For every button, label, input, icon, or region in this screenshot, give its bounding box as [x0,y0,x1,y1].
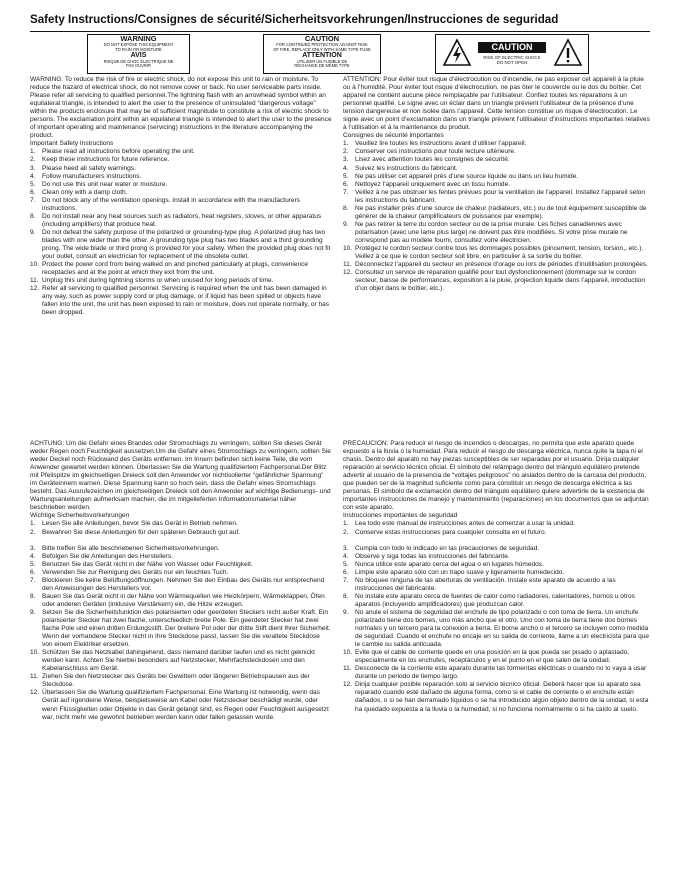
instruction-text: No instale este aparato cerca de fuentes de calor como radiadores, calentadores, hornos u otros aparatos (incluyendo amplificadores) que produzcan calor. [355,592,635,608]
instruction-item [30,609,332,649]
spanish-heading: Instrucciones importantes de seguridad [343,512,458,520]
instruction-number: 6. [30,188,36,196]
instruction-item [343,156,650,164]
instruction-number: 12. [30,689,40,697]
instruction-number: 4. [30,172,36,180]
instruction-item [30,229,332,261]
instruction-item [30,520,332,528]
instruction-text: Verwenden Sie zur Reinigung des Geräts nur ein feuchtes Tuch. [42,568,229,576]
instruction-number: 2. [30,156,36,164]
instruction-number: 3. [30,544,36,552]
instruction-item [30,577,332,593]
instruction-text: Nettoyez l’appareil uniquement avec un tissu humide. [355,180,511,188]
instruction-item [343,520,650,528]
instruction-text: Do not install near any heat sources such as radiators, heat registers, stoves, or other apparatus (including amplifiers) that produce heat. [42,212,322,228]
instruction-item [343,173,650,181]
instruction-text: Please read all instructions before operating the unit. [42,148,195,156]
instruction-item [30,561,332,569]
instruction-number: 6. [343,568,349,576]
list-spacer [30,537,332,545]
instruction-number: 6. [30,568,36,576]
instruction-number: 4. [343,164,349,172]
instruction-number: 2. [343,148,349,156]
instruction-text: Do not use this unit near water or moisture. [42,180,168,188]
instruction-text: Refer all servicing to qualified personnel. Servicing is required when the unit has been damaged in any way, such as power supply cord or plug damage, or if liquid has been spilled or objects have fallen into the unit, the unit has been exposed to rain or moisture, does not operate normally, or has been dropped. [42,285,330,317]
german-warning-text: ACHTUNG: Um die Gefahr eines Brandes oder Stromschlags zu verringern, sollten Sie dieses Gerät weder Regen noch Feuchtigkeit aussetzen.Um die Gefahr eines Stromschlags zu verringern, sollten Sie weder Deckel noch Rückwand des Geräts entfernen. Im Innern befinden sich keine Teile, die vom Anwender gewartet werden können. Überlassen Sie die Wartung qualifiziertem Fachpersonal.Der Blitz mit Pfeilspitze im gleichseitigen Dreieck soll den Anwender vor nichtisolierter “gefährlicher Spannung” im Geräteinnern warnen. Diese Spannung kann so hoch sein, dass die Gefahr eines Stromschlags besteht. Das Ausrufezeichen im gleichseitigen Dreieck soll den Anwender auf wichtige Bedienungs- und Wartungsanleitungen aufmerksam machen, die im mitgelieferten Informationsmaterial näher beschrieben werden. [30,440,331,512]
exclamation-triangle-icon [553,38,583,68]
instruction-text: Suivez les instructions du fabricant. [355,164,458,172]
instruction-item [30,189,332,197]
caution-fuse-subline: UTILISER UN FUSIBLE DE [296,58,348,64]
spanish-section [343,440,650,714]
instruction-number: 8. [30,592,36,600]
instruction-number: 9. [343,220,349,228]
instruction-item [30,213,332,229]
instruction-number: 9. [30,608,36,616]
instruction-text: Please heed all safety warnings. [42,164,136,172]
instruction-item [30,529,332,537]
instruction-number: 11. [343,261,352,269]
instruction-item [30,673,332,689]
instruction-item [343,665,650,681]
instruction-number: 10. [343,244,353,252]
instruction-item [343,269,650,293]
instruction-number: 5. [30,560,36,568]
warning-label-line: DO NOT EXPOSE THIS EQUIPMENT [103,42,174,47]
instruction-item [343,205,650,221]
instruction-item [343,529,650,537]
spanish-warning-text: PRECAUCION: Para reducir el riesgo de incendios o descargas, no permita que este aparato quede expuesto a la lluvia o la humedad. Para reducir el riesgo de descarga eléctrica, nunca quite la tapa ni el chasis. Dentro del aparato no hay piezas susceptibles de ser reparadas por el usuario. Dirija cualquier reparación al servicio técnico oficial. El símbolo del relámpago dentro del triángulo equilátero pretende advertir al usuario de la presencia de “voltajes peligrosos” no aislados dentro de la carcasa del producto, que pueden ser de la magnitud suficiente como para constituir un riesgo de descarga eléctrica a las personas. El símbolo de exclamación dentro del triángulo equilátero quiere advertirle de la existencia de importantes instrucciones de manejo y mantenimiento (reparaciones) en los documentos que se adjuntan con este aparato. [343,440,649,512]
instruction-item [343,261,650,269]
instruction-text: Bitte treffen Sie alle beschriebenen Sicherheitsvorkehrungen. [42,544,220,552]
instruction-item [343,181,650,189]
instruction-item [30,148,332,156]
instruction-text: Lea todo este manual de instrucciones antes de comenzar a usar la unidad. [355,520,575,528]
instruction-text: Ziehen Sie den Netzstecker des Geräts bei Gewittern oder längeren Betriebspausen aus der Steckdose. [42,673,310,689]
instruction-text: Conserve estas instrucciones para cualquier consulta en el futuro. [355,528,547,536]
instruction-item [343,545,650,553]
instruction-number: 2. [343,528,349,536]
instruction-text: Überlassen Sie die Wartung qualifiziertem Fachpersonal. Eine Wartung ist notwendig, wenn das Gerät auf irgendeine Weise, beispielsweise am Kabel oder Netzstecker beschädigt wurde, oder wenn Flüssigkeiten oder Objekte in das Gerät gelangt sind, es Regen oder Feuchtigkeit ausgesetzt war, nicht mehr wie gewohnt betrieben werden kann oder fallen gelassen wurde. [42,689,329,721]
instruction-item [343,569,650,577]
instruction-number: 1. [30,148,36,156]
instruction-number: 7. [30,576,36,584]
instruction-number: 12. [343,681,353,689]
instruction-number: 11. [343,665,352,673]
instruction-text: Ne pas utiliser cet appareil près d’une source liquide ou dans un lieu humide. [355,172,579,180]
caution-fuse-subhead: ATTENTION [302,52,342,60]
instruction-item [30,277,332,285]
instruction-number: 5. [343,560,349,568]
instruction-item [343,649,650,665]
warning-label-subline: RISQUE DE CHOC ÉLECTRIQUE NE [103,58,174,64]
instruction-text: Clean only with a damp cloth. [42,188,128,196]
shock-caution-line: DO NOT OPEN [496,60,528,65]
instruction-item [343,221,650,245]
instruction-number: 4. [30,552,36,560]
instruction-text: Benutzen Sie das Gerät nicht in der Nähe von Wasser oder Feuchtigkeit. [42,560,253,568]
french-instruction-list [343,140,650,293]
instruction-item [343,681,650,713]
instruction-number: 8. [343,204,349,212]
warning-label-head: WARNING [120,34,157,43]
instruction-text: Conserver ces instructions pour toute lecture ultérieure. [355,148,516,156]
instruction-number: 8. [343,592,349,600]
page-title: Safety Instructions/Consignes de sécurité/Sicherheitsvorkehrungen/Instrucciones de seguridad [30,13,559,26]
instruction-text: Veillez à ne pas obstruer les fentes prévues pour la ventilation de l’appareil. Installez l’appareil selon les instructions du fabricant. [355,188,646,204]
lightning-triangle-icon [442,38,472,68]
instruction-text: Befolgen Sie die Anleitungen des Herstellers. [42,552,174,560]
instruction-text: Bewahren Sie diese Anleitungen für den späteren Gebrauch gut auf. [42,528,240,536]
french-heading: Consignes de sécurité importantes [343,132,444,140]
warning-label-line: TO RAIN OR MOISTURE [115,46,162,52]
instruction-number: 2. [30,528,36,536]
instruction-text: Observe y siga todas las instrucciones del fabricante. [355,552,510,560]
instruction-item [30,545,332,553]
instruction-number: 12. [343,269,353,277]
instruction-number: 3. [30,164,36,172]
instruction-item [30,173,332,181]
shock-caution-bar: CAUTION [478,42,546,53]
instruction-number: 10. [343,649,353,657]
instruction-text: Ne pas retirer la terre du cordon secteur ou de la prise murale. Les fiches canadiennes avec polarisation (avec une lame plus large) ne doivent pas être modifiées. Si votre prise murale ne correspond pas au modèle fourni, consultez votre électricien. [355,220,628,244]
warning-label-subline: PAS OUVRIR [126,63,151,69]
warning-label [87,34,190,74]
shock-caution-label [435,34,589,74]
english-section [30,76,332,317]
instruction-text: Evite que el cable de corriente quede en una posición en la que pueda ser pisado o aplastado, especialmente en los enchufes, receptáculos y en el punto en el que salen de la unidad. [355,649,630,665]
instruction-item [343,148,650,156]
instruction-number: 7. [343,576,349,584]
instruction-text: Dirija cualquier posible reparación solo al servicio técnico oficial. Deberá hacer que su aparato sea reparado cuando esté dañado de alguna forma, como si el cable de corriente o el enchufe están dañados, o si se han derramado líquidos o se ha introducido algún objeto dentro de la unidad, si esta ha quedado expuesta a la lluvia o la humedad, si no funciona normalmente o si ha caído al suelo. [355,681,649,713]
instruction-number: 5. [30,180,36,188]
instruction-text: Protégez le cordon secteur contre tous les dommages possibles (pincement, tension, torsion,, etc.). Veillez à ce que le cordon secteur soit libre, en particulier à sa sortie du boîtier. [355,244,644,261]
german-heading: Wichtige Sicherheitsvorkehrungen [30,512,130,520]
instruction-text: Unplug this unit during lightning storms or when unused for long periods of time. [42,277,274,285]
instruction-number: 1. [30,520,36,528]
instruction-text: Lesen Sie alle Anleitungen, bevor Sie das Gerät in Betrieb nehmen. [42,520,238,528]
instruction-text: Nunca utilice este aparato cerca del agua o en lugares húmedos. [355,560,544,568]
warning-label-subhead: AVIS [130,52,147,60]
caution-fuse-label [263,34,381,74]
instruction-text: Ne pas installer près d’une source de chaleur (radiateurs, etc.) ou de tout équipement susceptible de générer de la chaleur (amplificateurs de puissance par exemple). [355,204,647,220]
instruction-text: Keep these instructions for future reference. [42,156,170,164]
instruction-number: 10. [30,261,40,269]
instruction-number: 7. [30,196,36,204]
instruction-item [343,609,650,649]
instruction-item [343,140,650,148]
instruction-number: 5. [343,172,349,180]
instruction-text: Do not defeat the safety purpose of the polarized or grounding-type plug. A polarized plug has two blades with one wider than the other. A grounding type plug has two blades and a third grounding prong. The wide blade or third prong is provided for your safety. When the provided plug does not fit your outlet, consult an electrician for replacement of the obsolete outlet. [42,228,331,261]
instruction-number: 11. [30,277,39,285]
instruction-number: 1. [343,520,349,528]
instruction-item [343,561,650,569]
instruction-item [30,165,332,173]
instruction-item [30,285,332,317]
instruction-text: Schützen Sie das Netzkabel dahingehend, dass niemand darüber laufen und es nicht geknickt werden kann. Achten Sie hierbei besonders auf Netzstecker, Mehrfachsteckdosen und den Kabelanschluss am Gerät. [42,649,315,673]
instruction-number: 3. [343,156,349,164]
instruction-item [30,649,332,673]
instruction-item [30,261,332,277]
instruction-item [343,553,650,561]
instruction-item [30,181,332,189]
instruction-text: Lisez avec attention toutes les consignes de sécurité. [355,156,510,164]
instruction-number: 1. [343,140,349,148]
instruction-text: No anule el sistema de seguridad del enchufe de tipo polarizado o con toma de tierra. Un enchufe polarizado tiene dos bornes, uno más ancho que el otro. Uno con toma de tierra tiene dos bornes normales y un tercero para la conexión a tierra. El borne ancho o el tercero se incluyen como medida de seguridad. Cuando el enchufe no encaje en su salida de corriente, llame a un electricista para que le cambie su salida anticuada. [355,608,650,649]
instruction-text: Do not block any of the ventilation openings. Install in accordance with the manufacturers instructions. [42,196,301,212]
instruction-text: Bauen Sie das Gerät nicht in der Nähe von Wärmequellen wie Heizkörpern, Wärmeklappen, Öfen oder anderen Geräten (inklusive Verstärkern) ein, die Hitze erzeugen. [42,592,325,608]
caution-fuse-subline: RECHANGE DE MÊME TYPE [294,63,350,69]
instruction-number: 8. [30,212,36,220]
instruction-item [343,189,650,205]
instruction-text: Limpie este aparato sólo con un trapo suave y ligeramente humedecido. [355,568,565,576]
instruction-number: 3. [343,544,349,552]
english-warning-text: WARNING: To reduce the risk of fire or electric shock, do not expose this unit to rain or moisture. To reduce the hazard of electrical shock, do not remove cover or back. No user serviceable parts inside. Please refer all servicing to qualified personnel.The lightning flash with an arrowhead symbol within an equilateral triangle, is intended to alert the user to the presence of uninsulated “dangerous voltage” within the products enclosure that may be of sufficient magnitude to constitute a risk of electric shock to persons. The exclamation point within an equilateral triangle is intended to alert the user to the presence of important operating and maintenance (servicing) instructions in the literature accompanying the product. [30,76,332,140]
instruction-number: 4. [343,552,349,560]
spanish-instruction-list [343,520,650,713]
french-warning-text: ATTENTION: Pour éviter tout risque d’électrocution ou d’incendie, ne pas exposer cet appareil à la pluie ou à l’humidité. Pour éviter tout risque d’électrocution, ne pas ôter le couvercle ou le dos du boîtier. Cet appareil ne contient aucune pièce remplaçable par l’utilisateur. Confiez toutes les réparations à un personnel qualifié. Le signe avec un éclair dans un triangle prévient l’utilisateur de la présence d’une tension dangereuse et non isolée dans l’appareil. Cette tension constitue un risque d’électrocution. Le signe avec un point d’exclamation dans un triangle prévient l’utilisateur d’instructions importantes relatives à l’utilisation et à la maintenance du produit. [343,76,650,132]
instruction-item [30,156,332,164]
english-heading: Important Safety Instructions [30,140,114,148]
caution-fuse-line: FOR CONTINUED PROTECTION AGAINST RISK [276,42,368,47]
instruction-text: Follow manufacturers instructions. [42,172,142,180]
instruction-item [30,593,332,609]
instruction-text: Consultez un service de réparation qualifié pour tout dysfonctionnement (dommage sur le cordon secteur, baisse de performances, exposition à la pluie, projection liquide dans l’appareil, introduction d’un objet dans le boîtier, etc.). [355,269,646,293]
instruction-number: 12. [30,285,40,293]
instruction-text: Protect the power cord from being walked on and pinched particularly at plugs, convenience receptacles and at the point at which they exit from the unit. [42,261,309,277]
caution-fuse-line: OF FIRE, REPLACE ONLY WITH SAME TYPE FUSE [273,46,371,52]
instruction-item [30,689,332,721]
instruction-item [343,245,650,261]
title-divider [30,31,650,32]
instruction-number: 7. [343,188,349,196]
instruction-item [30,553,332,561]
instruction-text: Déconnectez l’appareil du secteur en présence d’orage ou lors de périodes d’inutilisation prolongées. [355,261,648,269]
english-instruction-list [30,148,332,317]
shock-caution-line: RISK OF ELECTRIC SHOCK [483,55,541,60]
list-spacer [343,537,650,545]
instruction-item [343,577,650,593]
instruction-number: 6. [343,180,349,188]
instruction-text: Veuillez lire toutes les instructions avant d’utiliser l’appareil. [355,140,527,148]
instruction-number: 9. [343,608,349,616]
instruction-text: Cumpla con todo lo indicado en las precauciones de seguridad. [355,544,540,552]
instruction-text: Desconecte de la corriente este aparato durante las tormentas eléctricas o cuando no lo vaya a usar durante un periodo de tiempo largo. [355,665,647,681]
instruction-item [30,569,332,577]
instruction-number: 9. [30,228,36,236]
instruction-number: 11. [30,673,39,681]
german-section [30,440,332,722]
instruction-item [343,593,650,609]
instruction-number: 10. [30,649,40,657]
instruction-item [343,165,650,173]
french-section [343,76,650,293]
instruction-text: Blockieren Sie keine Belüftungsöffnungen. Nehmen Sie den Einbau des Geräts nur entsprechend den Anweisungen des Herstellers vor. [42,576,325,592]
german-instruction-list [30,520,332,721]
instruction-text: No bloquee ninguna de las aberturas de ventilación. Instale este aparato de acuerdo a las instrucciones del fabricante. [355,576,616,592]
instruction-item [30,197,332,213]
caution-fuse-head: CAUTION [304,34,340,43]
instruction-text: Setzen Sie die Sicherheitsfunktion des polarisierten oder geerdeten Steckers nicht außer Kraft. Ein polarisierter Stecker hat zwei flache, unterschiedlich breite Pole. Ein geerdeter Stecker hat zwei flache Pole und einen dritten Erdungsstift. Der breitere Pol oder der dritte Stift dient Ihrer Sicherheit. Wenn der vorhandene Stecker nicht in Ihre Steckdose passt, lassen Sie die veraltete Steckdose von einem Elektriker ersetzen. [42,608,331,649]
